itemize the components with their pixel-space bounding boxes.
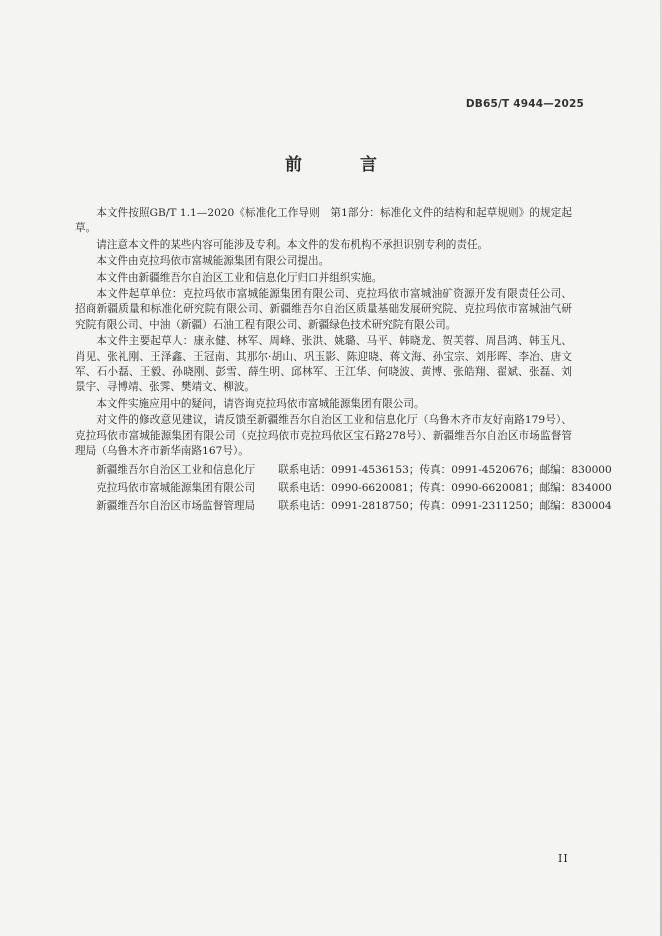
document-code: DB65/T 4944—2025 — [465, 98, 584, 110]
paragraph-patent-notice: 请注意本文件的某些内容可能涉及专利。本文件的发布机构不承担识别专利的责任。 — [96, 238, 489, 251]
paragraph-drafting-units: 本文件起草单位：克拉玛依市富城能源集团有限公司、克拉玛依市富城油矿资源开发有限责任公司、招商新疆质量和标准化研究院有限公司、新疆维吾尔自治区质量基础发展研究院、克拉玛依市富城油气研究院有限公司、中油（新疆）石油工程有限公司、新疆绿色技术研究院有限公司。 — [75, 288, 572, 331]
contact-row — [75, 479, 612, 497]
contact-info: 联系电话：0990-6620081；传真：0990-6620081；邮编：834000 — [278, 481, 612, 494]
paragraph-drafting-rules: 本文件按照GB/T 1.1—2020《标准化工作导则 第1部分：标准化文件的结构和起草规则》的规定起草。 — [75, 207, 572, 235]
paragraph-feedback: 对文件的修改意见建议，请反馈至新疆维吾尔自治区工业和信息化厅（乌鲁木齐市友好南路179号）、克拉玛依市富城能源集团有限公司（克拉玛依市克拉玛依区宝石路278号）、新疆维吾尔自治区市场监督管理局（乌鲁木齐市新华南路167号）。 — [75, 414, 572, 458]
contact-info: 联系电话：0991-2818750；传真：0991-2311250；邮编：830004 — [278, 499, 612, 512]
paragraph-drafters: 本文件主要起草人：康永健、林军、周峰、张洪、姚璐、马平、韩晓龙、贺芙蓉、周昌鸿、韩玉凡、肖见、张礼刚、王泽鑫、王冠南、其那尔·胡山、巩玉影、陈迎晓、蒋文海、孙宝宗、刘彤晖、李冶、唐文军、石小磊、王毅、孙晓刚、彭雪、薛生明、邱林军、王江华、何晓波、黄博、张皓翔、翟斌、张磊、刘景宇、寻博靖、张霁、樊靖文、柳波。 — [75, 335, 572, 394]
contact-row — [75, 461, 612, 479]
paragraph-administrator: 本文件由新疆维吾尔自治区工业和信息化厅归口并组织实施。 — [96, 271, 383, 284]
page-number: II — [558, 852, 569, 865]
contact-info: 联系电话：0991-4536153；传真：0991-4520676；邮编：830000 — [278, 463, 612, 476]
contact-org: 新疆维吾尔自治区工业和信息化厅 — [96, 463, 256, 476]
paragraph-proposer: 本文件由克拉玛依市富城能源集团有限公司提出。 — [96, 255, 330, 268]
paragraph-inquiry: 本文件实施应用中的疑问，请咨询克拉玛依市富城能源集团有限公司。 — [96, 397, 425, 410]
contact-org: 克拉玛依市富城能源集团有限公司 — [96, 481, 256, 494]
contact-org: 新疆维吾尔自治区市场监督管理局 — [96, 499, 256, 512]
foreword-body — [75, 206, 612, 515]
contact-row — [75, 497, 612, 515]
page-title: 前 言 — [285, 155, 403, 175]
contact-list — [75, 461, 612, 515]
